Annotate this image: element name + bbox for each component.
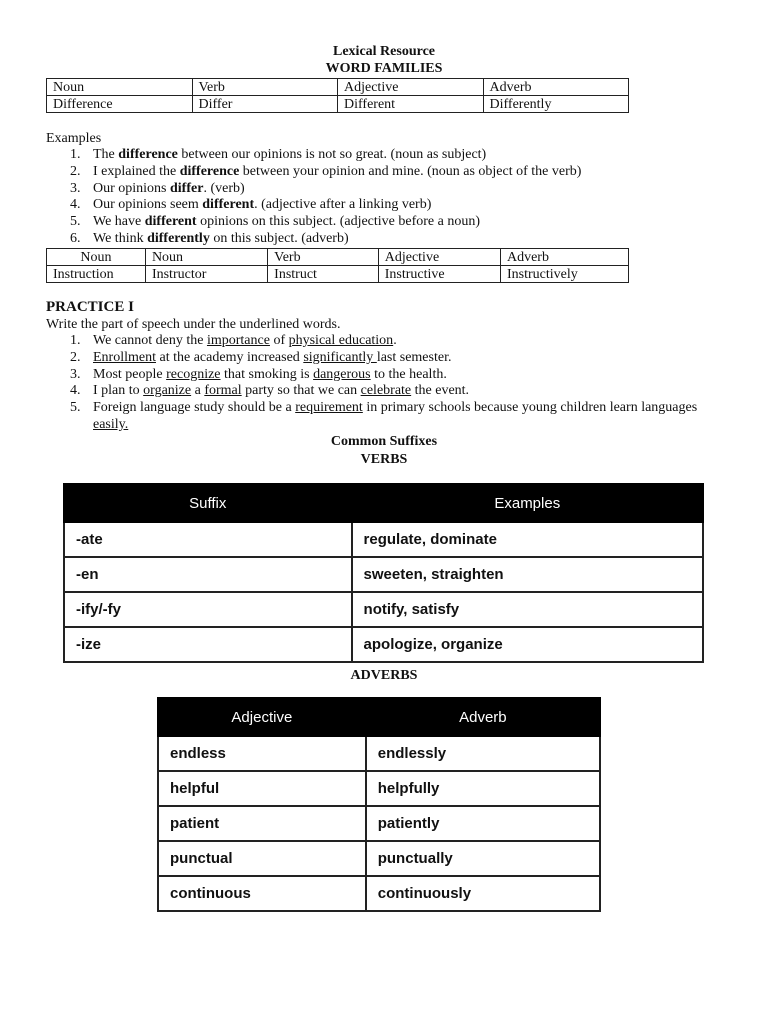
sentence-text: at the academy increased <box>156 349 304 365</box>
table-cell: Noun <box>47 249 146 266</box>
table-header: Suffix <box>64 484 352 522</box>
underlined-word: easily. <box>93 416 129 432</box>
item-number: 3. <box>70 366 81 382</box>
adverb-table <box>157 697 601 912</box>
table-cell: patient <box>158 806 366 841</box>
word-family-table-difference <box>46 78 629 113</box>
table-cell: Difference <box>47 96 193 113</box>
underlined-word: recognize <box>166 366 221 382</box>
item-number: 6. <box>70 230 81 246</box>
underlined-word: organize <box>143 383 192 399</box>
table-cell: Instruction <box>47 266 146 283</box>
underlined-word: dangerous <box>313 366 371 382</box>
item-number: 4. <box>70 383 81 399</box>
underlined-word: physical education <box>288 333 394 348</box>
example-item <box>46 164 746 181</box>
practice-item <box>46 367 701 384</box>
item-number: 2. <box>70 349 81 365</box>
sentence-text: a <box>191 383 205 399</box>
key-word: differ <box>170 180 204 196</box>
underlined-word: celebrate <box>360 383 412 399</box>
table-row <box>64 627 703 662</box>
example-text: . (adjective after a linking verb) <box>254 197 432 213</box>
table-header: Adverb <box>366 698 600 736</box>
example-text: opinions on this subject. (adjective before a noun) <box>196 214 481 230</box>
sentence-text: . <box>393 333 397 348</box>
table-header: Examples <box>352 484 703 522</box>
table-row <box>64 522 703 557</box>
example-text: The <box>93 147 119 162</box>
sentence-text: that smoking is <box>220 366 314 382</box>
practice-instruction: Write the part of speech under the underlined words. <box>46 317 341 332</box>
item-number: 1. <box>70 147 81 162</box>
table-cell: apologize, organize <box>352 627 703 662</box>
practice-item <box>46 333 701 350</box>
doc-subtitle: WORD FAMILIES <box>325 61 443 76</box>
table-row <box>158 771 600 806</box>
example-text: between your opinion and mine. (noun as object of the verb) <box>239 163 582 179</box>
examples-list <box>46 147 746 248</box>
example-text: I explained the <box>93 163 180 179</box>
table-cell: -ate <box>64 522 352 557</box>
example-text: We think <box>93 230 148 246</box>
table-cell: Noun <box>145 249 267 266</box>
table-header-row <box>64 484 703 522</box>
item-number: 4. <box>70 197 81 213</box>
table-cell: Adverb <box>483 79 629 96</box>
table-cell: continuously <box>366 876 600 911</box>
table-cell: Instruct <box>268 266 379 283</box>
table-cell: Noun <box>47 79 193 96</box>
table-row <box>158 736 600 771</box>
table-cell: sweeten, straighten <box>352 557 703 592</box>
practice-list <box>46 333 701 434</box>
table-cell: Instructor <box>145 266 267 283</box>
table-cell: endless <box>158 736 366 771</box>
underlined-word: Enrollment <box>93 349 156 365</box>
table-cell: Differ <box>192 96 338 113</box>
table-header-row <box>158 698 600 736</box>
table-row <box>64 592 703 627</box>
example-text: Our opinions seem <box>93 197 203 213</box>
sentence-text: to the health. <box>370 366 447 382</box>
sentence-text: of <box>269 333 289 348</box>
example-item <box>46 231 746 248</box>
practice-item <box>46 400 701 434</box>
item-number: 5. <box>70 214 81 230</box>
sentence-text: in primary schools because young children learn languages <box>362 400 698 416</box>
example-item <box>46 181 746 198</box>
sentence-text: the event. <box>411 383 470 399</box>
suffixes-heading: Common Suffixes <box>330 434 438 449</box>
underlined-word: importance <box>206 333 270 348</box>
table-header: Adjective <box>158 698 366 736</box>
table-cell: -ize <box>64 627 352 662</box>
table-row <box>158 876 600 911</box>
example-item <box>46 197 746 214</box>
example-text: on this subject. (adverb) <box>209 230 349 246</box>
table-cell: Adverb <box>500 249 628 266</box>
table-row <box>47 96 629 113</box>
key-word: differently <box>147 230 210 246</box>
table-cell: -ify/-fy <box>64 592 352 627</box>
adverbs-heading: ADVERBS <box>350 668 418 683</box>
practice-item <box>46 383 701 400</box>
item-number: 5. <box>70 400 81 416</box>
verbs-heading: VERBS <box>360 452 408 467</box>
example-text: We have <box>93 214 145 230</box>
table-cell: Adjective <box>378 249 500 266</box>
key-word: difference <box>118 147 178 162</box>
key-word: different <box>144 214 197 230</box>
table-cell: Instructive <box>378 266 500 283</box>
item-number: 1. <box>70 333 81 348</box>
table-row <box>158 841 600 876</box>
table-cell: punctual <box>158 841 366 876</box>
table-cell: Adjective <box>338 79 484 96</box>
example-item <box>46 214 746 231</box>
table-row <box>47 266 629 283</box>
table-row <box>47 79 629 96</box>
table-row <box>47 249 629 266</box>
practice-heading: PRACTICE I <box>46 299 134 315</box>
item-number: 2. <box>70 163 81 179</box>
example-item <box>46 147 746 164</box>
table-cell: notify, satisfy <box>352 592 703 627</box>
key-word: different <box>202 197 255 213</box>
sentence-text: last semester. <box>376 349 452 365</box>
table-cell: Verb <box>268 249 379 266</box>
item-number: 3. <box>70 180 81 196</box>
underlined-word: requirement <box>295 400 363 416</box>
table-cell: Verb <box>192 79 338 96</box>
underlined-word: significantly <box>303 349 377 365</box>
table-cell: Instructively <box>500 266 628 283</box>
underlined-word: formal <box>204 383 242 399</box>
table-cell: helpfully <box>366 771 600 806</box>
verb-suffix-table <box>63 483 704 663</box>
key-word: difference <box>179 163 240 179</box>
example-text: . (verb) <box>203 180 245 196</box>
table-cell: endlessly <box>366 736 600 771</box>
examples-label: Examples <box>46 131 102 146</box>
example-text: Our opinions <box>93 180 170 196</box>
table-cell: punctually <box>366 841 600 876</box>
table-row <box>158 806 600 841</box>
sentence-text: I plan to <box>93 383 144 399</box>
table-cell: Different <box>338 96 484 113</box>
doc-title: Lexical Resource <box>333 44 435 59</box>
table-cell: regulate, dominate <box>352 522 703 557</box>
table-cell: continuous <box>158 876 366 911</box>
table-cell: Differently <box>483 96 629 113</box>
sentence-text: party so that we can <box>241 383 361 399</box>
table-row <box>64 557 703 592</box>
word-family-table-instruction <box>46 248 629 283</box>
table-cell: patiently <box>366 806 600 841</box>
table-cell: helpful <box>158 771 366 806</box>
sentence-text: We cannot deny the <box>93 333 207 348</box>
practice-item <box>46 350 701 367</box>
table-cell: -en <box>64 557 352 592</box>
sentence-text: Foreign language study should be a <box>93 400 296 416</box>
sentence-text: Most people <box>93 366 167 382</box>
example-text: between our opinions is not so great. (noun as subject) <box>177 147 487 162</box>
